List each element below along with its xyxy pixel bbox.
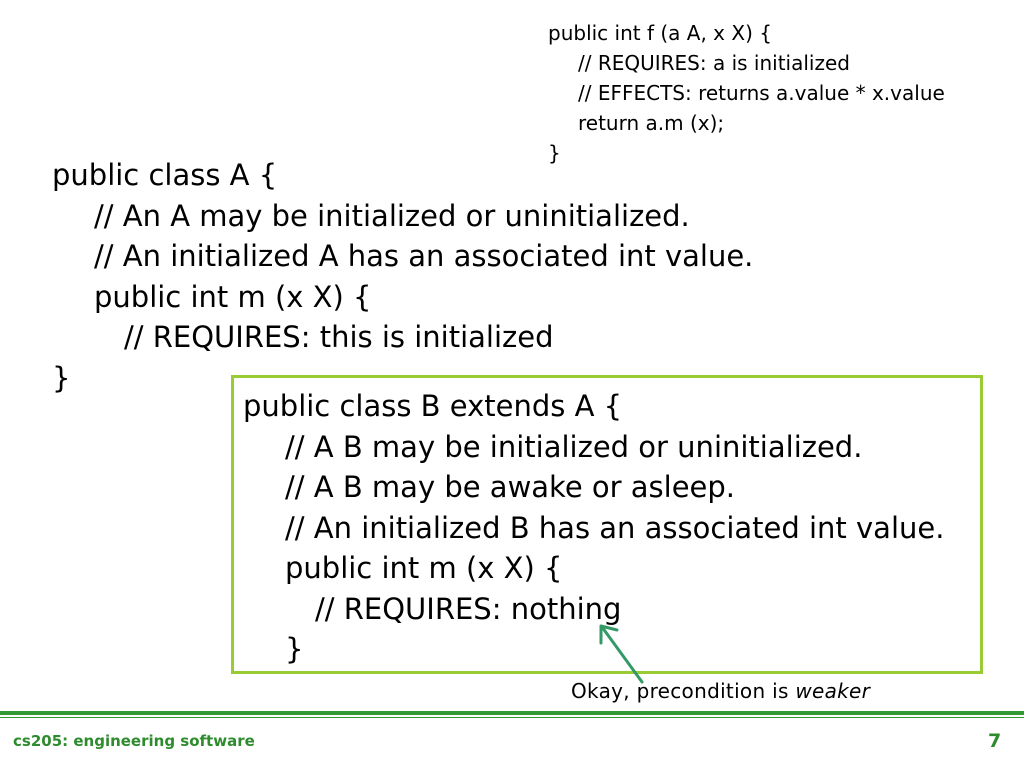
- callout-prefix: Okay, precondition is: [571, 679, 796, 703]
- footer-course-title: cs205: engineering software: [13, 732, 255, 750]
- code-line: // REQUIRES: nothing: [315, 591, 622, 626]
- footer-rule-thin: [0, 717, 1024, 718]
- code-line: public class B extends A {: [243, 389, 623, 423]
- code-line: // REQUIRES: this is initialized: [124, 320, 554, 354]
- code-line: return a.m (x);: [578, 111, 725, 135]
- callout-emphasis: weaker: [795, 679, 871, 703]
- code-line: }: [52, 360, 71, 395]
- code-line: // A B may be initialized or uninitialized.: [285, 429, 863, 464]
- code-line: }: [548, 141, 561, 165]
- code-line: // EFFECTS: returns a.value * x.value: [578, 81, 945, 105]
- footer-rule: [0, 711, 1024, 715]
- code-line: // An initialized A has an associated int value.: [94, 239, 754, 273]
- function-f-code: [548, 18, 945, 168]
- code-line: // An initialized B has an associated int value.: [285, 510, 945, 545]
- code-line: // An A may be initialized or uninitialized.: [94, 198, 690, 233]
- code-line: public int f (a A, x X) {: [548, 21, 772, 45]
- code-line: public class A {: [52, 158, 278, 192]
- code-line: public int m (x X) {: [94, 279, 372, 314]
- code-line: public int m (x X) {: [285, 551, 563, 585]
- class-a-code: [52, 155, 753, 398]
- code-line: // REQUIRES: a is initialized: [578, 51, 850, 75]
- code-line: }: [285, 632, 304, 666]
- callout-text: [571, 678, 870, 704]
- code-line: // A B may be awake or asleep.: [285, 470, 736, 504]
- slide-number: 7: [988, 730, 1002, 752]
